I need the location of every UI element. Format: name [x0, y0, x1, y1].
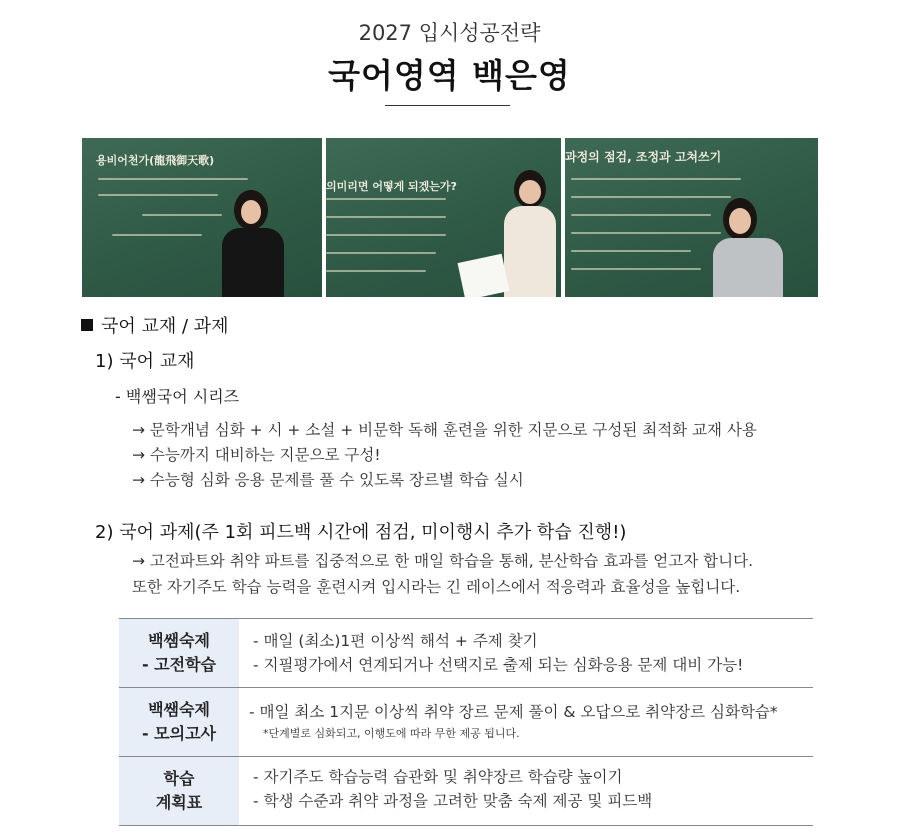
- part2-heading: 2) 국어 과제(주 1회 피드백 시간에 점검, 미이행시 추가 학습 진행!): [95, 522, 627, 543]
- lecture-photo-1: [82, 138, 322, 297]
- table-row: [119, 618, 813, 687]
- row-desc: - 매일 (최소)1편 이상씩 해석 + 주제 찾기 - 지필평가에서 연계되거나 선택지로 출제 되는 심화응용 문제 대비 가능!: [253, 632, 744, 674]
- part1-line: → 수능형 심화 응용 문제를 풀 수 있도록 장르별 학습 실시: [132, 471, 524, 489]
- lecture-photo-2: [326, 138, 561, 297]
- row-label: 백쌤숙제 - 모의고사: [119, 688, 239, 756]
- row-label: 백쌤숙제 - 고전학습: [119, 619, 239, 687]
- board-caption: 용비어천가(龍飛御天歌): [96, 154, 215, 167]
- part2-line: 또한 자기주도 학습 능력을 훈련시켜 입시라는 긴 레이스에서 적응력과 효율성을 높힙니다.: [132, 578, 741, 596]
- title-divider: [385, 105, 510, 106]
- square-bullet-icon: [81, 319, 93, 331]
- row-label: 학습 계획표: [119, 757, 239, 825]
- lecture-photo-3: [565, 138, 818, 297]
- section-heading: [81, 312, 229, 338]
- section-heading-text: 국어 교재 / 과제: [101, 316, 229, 337]
- part2-line: → 고전파트와 취약 파트를 집중적으로 한 매일 학습을 통해, 분산학습 효과를 얻고자 합니다.: [132, 552, 753, 570]
- board-caption: 과정의 점검, 조정과 고쳐쓰기: [565, 150, 722, 164]
- row-desc: - 자기주도 학습능력 습관화 및 취약장르 학습량 높이기 - 학생 수준과 취약 과정을 고려한 맞춤 숙제 제공 및 피드백: [253, 768, 653, 810]
- table-row: [119, 756, 813, 826]
- part1-line: → 수능까지 대비하는 지문으로 구성!: [132, 446, 381, 464]
- footnote: *단계별로 심화되고, 이행도에 따라 무한 제공 됩니다.: [263, 727, 520, 740]
- table-row: [119, 687, 813, 756]
- series-label: - 백쌤국어 시리즈: [115, 387, 240, 406]
- page-subtitle: 2027 입시성공전략: [358, 21, 541, 45]
- homework-table: [119, 618, 813, 826]
- lecture-photos: [82, 138, 818, 297]
- part1-line: → 문학개념 심화 + 시 + 소설 + 비문학 독해 훈련을 위한 지문으로 구성된 최적화 교재 사용: [132, 421, 757, 439]
- page-title: 국어영역 백은영: [328, 56, 571, 95]
- part1-heading: 1) 국어 교재: [95, 351, 195, 372]
- row-desc: - 매일 최소 1지문 이상씩 취약 장르 문제 풀이 & 오답으로 취약장르 심화학습* *단계별로 심화되고, 이행도에 따라 무한 제공 됩니다.: [249, 700, 778, 744]
- board-caption: 의미리면 어떻게 되겠는가?: [326, 180, 457, 193]
